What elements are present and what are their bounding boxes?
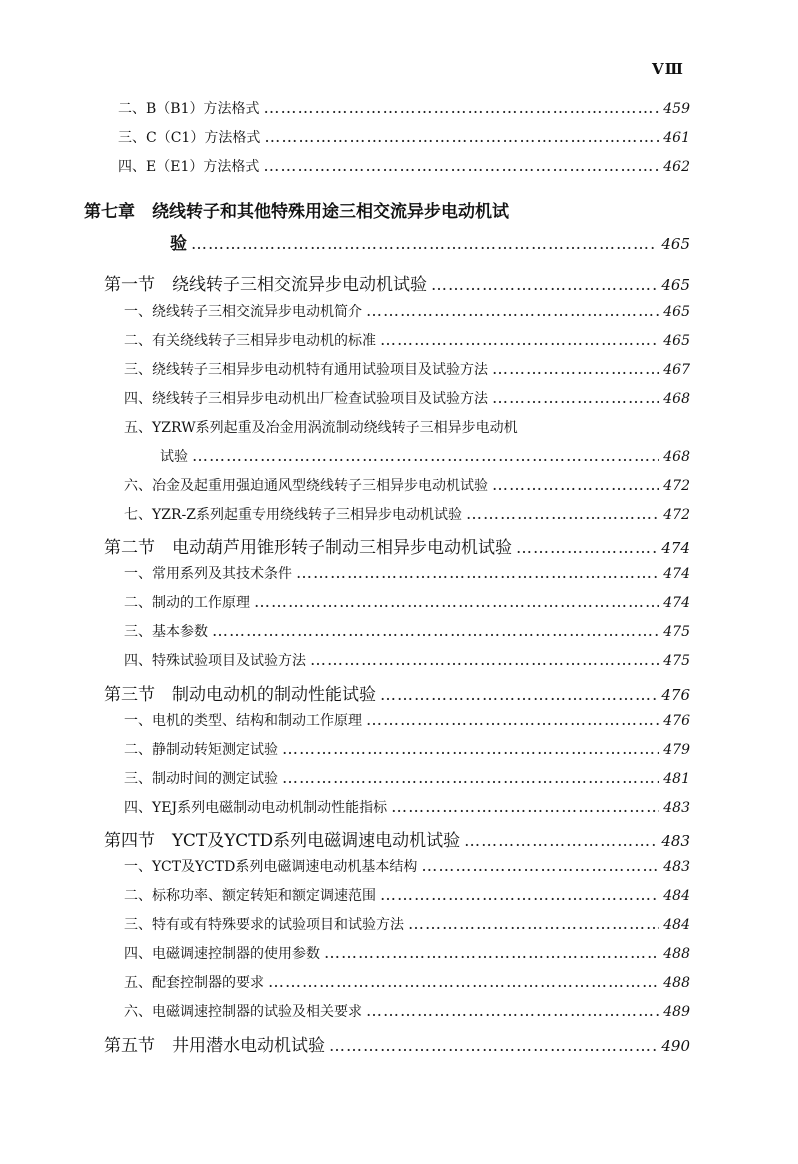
leader-dots [282,768,659,787]
toc-page: 474 [663,566,690,582]
leader-dots [366,301,659,320]
toc-entry[interactable] [124,592,690,616]
toc-entry[interactable] [124,504,690,528]
toc-entry[interactable] [124,417,690,441]
toc-entry[interactable] [124,563,690,587]
leader-dots [492,359,659,378]
toc-entry[interactable] [124,914,690,938]
toc-title: 二、制动的工作原理 [124,595,250,611]
leader-dots [296,563,659,582]
toc-title: 四、绕线转子三相异步电动机出厂检查试验项目及试验方法 [124,391,488,407]
toc-title: 三、制动时间的测定试验 [124,771,278,787]
section-title: 第一节 绕线转子三相交流异步电动机试验 [104,275,427,295]
toc-title: 四、电磁调速控制器的使用参数 [124,946,320,962]
leader-dots [492,475,659,494]
toc-page: 488 [663,946,690,962]
toc-page: 476 [661,686,690,704]
toc-title: 二、有关绕线转子三相异步电动机的标准 [124,333,376,349]
toc-title: 六、冶金及起重用强迫通风型绕线转子三相异步电动机试验 [124,478,488,494]
leader-dots [408,914,659,933]
toc-page: 483 [661,832,690,850]
toc-entry[interactable] [124,739,690,763]
leader-dots [421,856,659,875]
toc-entry[interactable] [124,943,690,967]
toc-page: 472 [663,507,690,523]
chapter-title-cont: 验 [170,234,187,254]
toc-entry[interactable] [118,156,690,180]
toc-title: 五、YZRW系列起重及冶金用涡流制动绕线转子三相异步电动机 [124,420,518,436]
toc-title: 五、配套控制器的要求 [124,975,264,991]
toc-page: 461 [663,130,690,146]
toc-title: 四、特殊试验项目及试验方法 [124,653,306,669]
toc-title: 七、YZR-Z系列起重专用绕线转子三相异步电动机试验 [124,507,462,523]
leader-dots [466,504,659,523]
leader-dots [282,739,659,758]
toc-title: 三、基本参数 [124,624,208,640]
leader-dots [380,685,657,704]
toc-page: 475 [663,624,690,640]
toc-page: 483 [663,800,690,816]
section-heading[interactable] [104,270,690,294]
leader-dots [391,797,659,816]
toc-entry[interactable] [124,301,690,325]
toc-entry[interactable] [124,797,690,821]
leader-dots [268,972,659,991]
toc-page: 479 [663,742,690,758]
toc-page: 490 [661,1037,690,1055]
toc-entry[interactable] [118,127,690,151]
section-title: 第三节 制动电动机的制动性能试验 [104,685,376,705]
section-title: 第二节 电动葫芦用锥形转子制动三相异步电动机试验 [104,538,512,558]
page-number: VⅢ [652,60,684,78]
toc-page: 481 [663,771,690,787]
leader-dots [254,592,659,611]
toc-page: 462 [663,159,690,175]
toc-entry[interactable] [124,650,690,674]
toc-entry[interactable] [118,98,690,122]
toc-title: 四、YEJ系列电磁制动电动机制动性能指标 [124,800,388,816]
toc-entry[interactable] [124,768,690,792]
leader-dots [380,885,659,904]
toc-title: 一、YCT及YCTD系列电磁调速电动机基本结构 [124,859,418,875]
chapter-heading[interactable] [84,197,690,221]
toc-page: 475 [663,653,690,669]
toc-page: 465 [663,333,690,349]
toc-page: 467 [663,362,690,378]
toc-title: 四、E（E1）方法格式 [118,159,260,175]
leader-dots [516,538,657,557]
leader-dots [380,330,659,349]
section-heading[interactable] [104,1031,690,1055]
toc-page: 459 [663,101,690,117]
leader-dots [192,446,659,465]
section-title: 第四节 YCT及YCTD系列电磁调速电动机试验 [104,831,461,851]
toc-entry[interactable] [124,475,690,499]
toc-page: 468 [663,449,690,465]
toc-entry[interactable] [124,330,690,354]
chapter-title: 第七章 绕线转子和其他特殊用途三相交流异步电动机试 [84,202,509,222]
toc-page: 468 [663,391,690,407]
leader-dots [366,710,659,729]
toc-page: 484 [663,917,690,933]
toc-page: 476 [663,713,690,729]
toc-title: 三、绕线转子三相异步电动机特有通用试验项目及试验方法 [124,362,488,378]
toc-entry[interactable] [124,856,690,880]
leader-dots [191,234,657,253]
section-title: 第五节 井用潜水电动机试验 [104,1036,325,1056]
toc-page: 484 [663,888,690,904]
toc-page: 489 [663,1004,690,1020]
leader-dots [492,388,659,407]
leader-dots [212,621,659,640]
toc-page: 465 [661,276,690,294]
toc-entry[interactable] [124,388,690,412]
toc-title: 三、C（C1）方法格式 [118,130,261,146]
section-heading[interactable] [104,680,690,704]
leader-dots [263,156,659,175]
toc-title: 一、常用系列及其技术条件 [124,566,292,582]
toc-page: 474 [663,595,690,611]
leader-dots [264,127,659,146]
chapter-heading-cont[interactable] [170,229,690,253]
toc-entry[interactable] [124,359,690,383]
toc-title: 二、标称功率、额定转矩和额定调速范围 [124,888,376,904]
toc-entry[interactable] [124,1001,690,1025]
leader-dots [464,831,657,850]
toc-title: 二、静制动转矩测定试验 [124,742,278,758]
toc-title: 一、电机的类型、结构和制动工作原理 [124,713,362,729]
toc-title: 三、特有或有特殊要求的试验项目和试验方法 [124,917,404,933]
toc-page: 465 [663,304,690,320]
leader-dots [329,1036,657,1055]
toc-entry[interactable] [124,885,690,909]
toc-page: 488 [663,975,690,991]
toc-title: 六、电磁调速控制器的试验及相关要求 [124,1004,362,1020]
toc-entry-cont[interactable] [160,446,690,470]
toc-title: 一、绕线转子三相交流异步电动机简介 [124,304,362,320]
leader-dots [366,1001,659,1020]
leader-dots [431,275,657,294]
leader-dots [310,650,659,669]
leader-dots [263,98,659,117]
leader-dots [324,943,659,962]
toc-title: 二、B（B1）方法格式 [118,101,260,117]
toc-entry[interactable] [124,710,690,734]
toc-entry[interactable] [124,621,690,645]
toc-page: 472 [663,478,690,494]
section-heading[interactable] [104,826,690,850]
toc-entry[interactable] [124,972,690,996]
toc-page: 483 [663,859,690,875]
toc-page: 465 [661,235,690,253]
toc-title-cont: 试验 [160,449,188,465]
toc-page: 474 [661,539,690,557]
section-heading[interactable] [104,533,690,557]
